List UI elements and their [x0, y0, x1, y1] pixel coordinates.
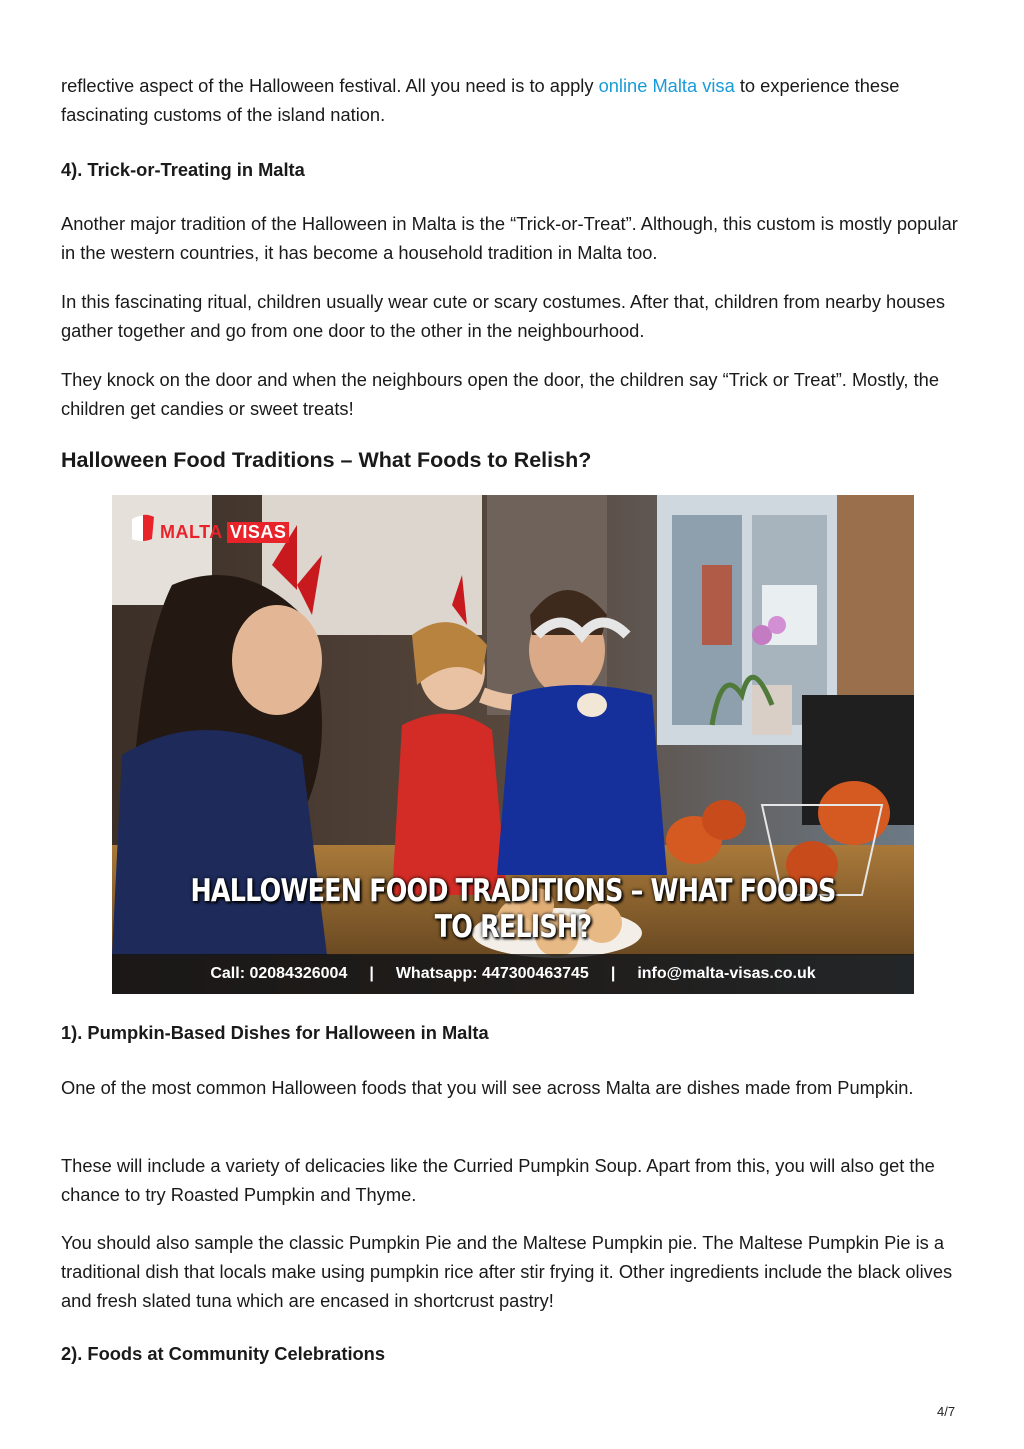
heading-trick-or-treating: 4). Trick-or-Treating in Malta: [61, 159, 305, 180]
pumpkin-paragraph-2: These will include a variety of delicacies like the Curried Pumpkin Soup. Apart from this, you will also get the chance to try Roasted Pumpkin and Thyme.: [61, 1155, 935, 1205]
image-overlay-title: HALLOWEEN FOOD TRADITIONS – WHAT FOODS TO RELISH?: [190, 873, 836, 945]
image-contact-bar: [112, 954, 914, 994]
contact-phone: Call: 02084326004: [210, 965, 348, 982]
trick-paragraph-2: In this fascinating ritual, children usually wear cute or scary costumes. After that, children from nearby houses gather together and go from one door to the other in the neighbourhood.: [61, 291, 946, 341]
pumpkin-paragraph-1: One of the most common Halloween foods that you will see across Malta are dishes made from Pumpkin.: [61, 1077, 914, 1098]
logo-visas-text: VISAS: [227, 522, 290, 543]
malta-visas-logo: [130, 513, 289, 543]
intro-text-end: to experience these fascinating customs of the island nation.: [61, 75, 900, 125]
trick-paragraph-1: Another major tradition of the Halloween in Malta is the “Trick-or-Treat”. Although, this custom is mostly popular in the western countries, it has become a household tradition in Malta too.: [61, 213, 958, 263]
contact-email: info@malta-visas.co.uk: [637, 965, 816, 982]
trick-paragraph-3: They knock on the door and when the neighbours open the door, the children say “Trick or Treat”. Mostly, the children get candies or sweet treats!: [61, 369, 939, 419]
halloween-food-image: [112, 495, 914, 994]
contact-separator: |: [369, 965, 374, 982]
online-malta-visa-link[interactable]: online Malta visa: [598, 75, 735, 96]
contact-separator: |: [610, 965, 616, 982]
intro-paragraph: [61, 71, 967, 129]
malta-flag-icon: [130, 513, 156, 543]
contact-whatsapp: Whatsapp: 447300463745: [395, 965, 589, 982]
heading-pumpkin-dishes: 1). Pumpkin-Based Dishes for Halloween in Malta: [61, 1022, 489, 1043]
pumpkin-paragraph-3: You should also sample the classic Pumpkin Pie and the Maltese Pumpkin pie. The Maltese Pumpkin Pie is a traditional dish that locals make using pumpkin rice after stir frying it. Other ingredients include the black olives and fresh slated tuna which are encased in shortcrust pastry!: [61, 1232, 953, 1311]
logo-malta-text: MALTA: [160, 522, 223, 542]
page-number: 4/7: [937, 1404, 956, 1419]
heading-food-traditions: Halloween Food Traditions – What Foods to Relish?: [61, 448, 592, 472]
heading-community-celebrations: 2). Foods at Community Celebrations: [61, 1343, 386, 1364]
intro-text: reflective aspect of the Halloween festival. All you need is to apply: [61, 75, 599, 96]
